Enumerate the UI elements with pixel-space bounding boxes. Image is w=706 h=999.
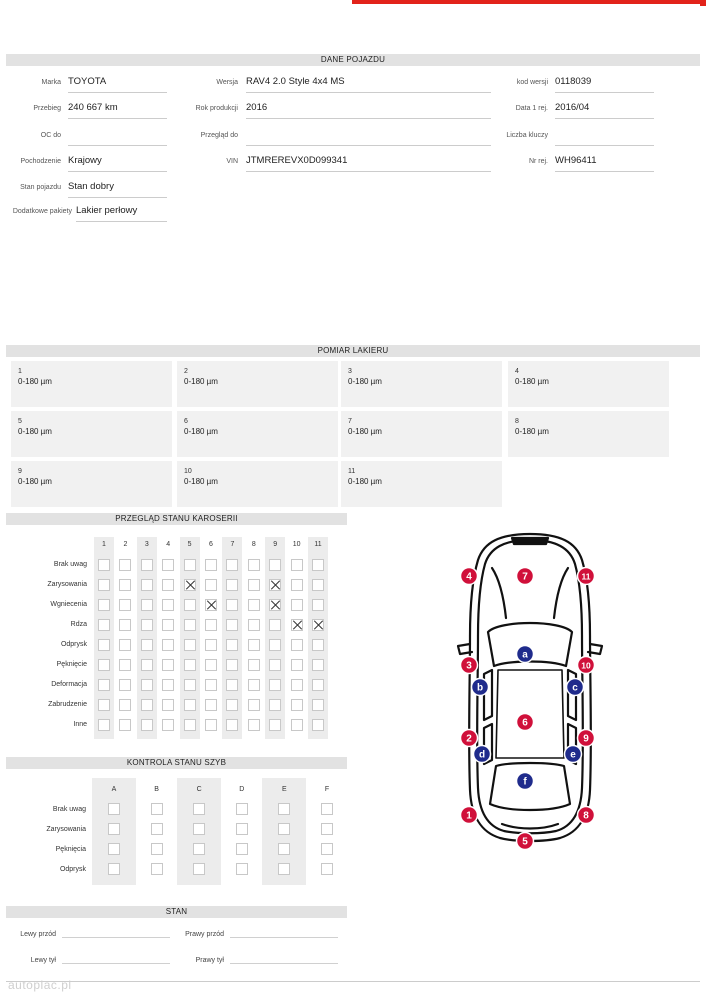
body-checkbox[interactable]	[269, 559, 281, 571]
body-checkbox[interactable]	[162, 659, 174, 671]
watermark: autoplac.pl	[8, 978, 72, 992]
body-checkbox[interactable]	[98, 699, 110, 711]
data-rej-label: Data 1 rej.	[515, 105, 548, 112]
vin-label: VIN	[226, 158, 238, 165]
paint-range: 0-180 µm	[18, 427, 52, 436]
body-checkbox[interactable]	[226, 599, 238, 611]
body-checkbox[interactable]	[205, 659, 217, 671]
nr-rej-value: WH96411	[555, 155, 654, 172]
body-checkbox[interactable]	[312, 679, 324, 691]
glass-checkbox[interactable]	[321, 843, 333, 855]
body-row-label: Zarysowania	[47, 581, 87, 588]
body-checkbox[interactable]	[248, 679, 260, 691]
marker-label: 3	[466, 660, 472, 672]
body-checkbox[interactable]	[141, 699, 153, 711]
paint-number: 8	[515, 418, 519, 425]
body-checkbox[interactable]	[248, 719, 260, 731]
body-checkbox[interactable]	[291, 639, 303, 651]
dodatkowe-pakiety-label: Dodatkowe pakiety	[12, 208, 72, 215]
left-front-line	[62, 937, 170, 938]
body-checkbox[interactable]	[248, 659, 260, 671]
paint-box	[11, 461, 172, 507]
top-accent-bar	[352, 0, 700, 4]
marker-label: 8	[583, 810, 589, 822]
glass-column-header: D	[239, 786, 245, 793]
marker-label: 1	[466, 810, 472, 822]
paint-number: 4	[515, 368, 519, 375]
paint-range: 0-180 µm	[18, 377, 52, 386]
diagram-marker	[517, 833, 534, 850]
glass-checkbox[interactable]	[236, 843, 248, 855]
diagram-marker	[567, 679, 584, 696]
body-checkbox[interactable]	[291, 579, 303, 591]
pochodzenie-value: Krajowy	[68, 155, 167, 172]
body-checkbox[interactable]	[98, 579, 110, 591]
glass-column-header: B	[154, 786, 159, 793]
body-checkbox[interactable]	[162, 719, 174, 731]
marker-label: 7	[522, 571, 528, 583]
body-checkbox[interactable]	[312, 579, 324, 591]
body-checkbox[interactable]	[226, 679, 238, 691]
glass-checkbox[interactable]	[236, 823, 248, 835]
oc-do-label: OC do	[40, 132, 61, 139]
body-checkbox[interactable]	[291, 619, 303, 631]
liczba-kluczy-label: Liczba kluczy	[506, 132, 548, 139]
paint-box	[11, 411, 172, 457]
marker-label: a	[522, 649, 528, 661]
body-checkbox[interactable]	[312, 599, 324, 611]
glass-checkbox[interactable]	[321, 823, 333, 835]
body-row-label: Pęknięcie	[56, 661, 87, 668]
body-checkbox[interactable]	[98, 599, 110, 611]
body-checkbox[interactable]	[226, 619, 238, 631]
diagram-marker	[517, 773, 534, 790]
body-checkbox[interactable]	[98, 659, 110, 671]
marker-label: e	[570, 749, 576, 761]
paint-number: 11	[348, 468, 356, 475]
marka-label: Marka	[41, 79, 61, 86]
body-checkbox[interactable]	[119, 579, 131, 591]
diagram-marker	[578, 568, 595, 585]
body-column-header: 7	[230, 541, 235, 548]
marker-label: c	[572, 682, 578, 694]
body-checkbox[interactable]	[184, 579, 196, 591]
body-checkbox[interactable]	[98, 679, 110, 691]
glass-row-label: Brak uwag	[52, 806, 86, 813]
glass-check-section-header: KONTROLA STANU SZYB	[6, 757, 347, 769]
body-checkbox[interactable]	[205, 579, 217, 591]
pochodzenie-label: Pochodzenie	[20, 158, 61, 165]
body-checkbox[interactable]	[248, 699, 260, 711]
body-checkbox[interactable]	[162, 559, 174, 571]
left-rear-label: Lewy tył	[30, 957, 56, 964]
tires-section-header: STAN	[6, 906, 347, 918]
diagram-marker	[517, 568, 534, 585]
body-checkbox[interactable]	[141, 659, 153, 671]
body-checkbox[interactable]	[119, 719, 131, 731]
diagram-marker	[461, 657, 478, 674]
body-checkbox[interactable]	[291, 719, 303, 731]
glass-row-label: Odprysk	[59, 866, 86, 873]
body-checkbox[interactable]	[162, 599, 174, 611]
glass-checkbox[interactable]	[108, 863, 120, 875]
body-checkbox[interactable]	[141, 559, 153, 571]
kod-wersji-label: kod wersji	[516, 79, 548, 86]
przebieg-label: Przebieg	[33, 105, 61, 112]
body-checkbox[interactable]	[312, 659, 324, 671]
body-checkbox[interactable]	[269, 659, 281, 671]
body-row-label: Deformacja	[51, 681, 87, 688]
front-grille	[512, 538, 548, 544]
paint-range: 0-180 µm	[18, 477, 52, 486]
body-checkbox[interactable]	[184, 559, 196, 571]
body-column-header: 1	[102, 541, 106, 548]
paint-range: 0-180 µm	[515, 377, 549, 386]
glass-checkbox[interactable]	[193, 863, 205, 875]
marker-label: f	[523, 776, 527, 788]
body-checkbox[interactable]	[119, 619, 131, 631]
paint-box	[341, 411, 502, 457]
body-checkbox[interactable]	[291, 659, 303, 671]
body-checkbox[interactable]	[248, 579, 260, 591]
marker-label: 5	[522, 836, 528, 848]
glass-checkbox[interactable]	[151, 823, 163, 835]
paint-box	[177, 361, 338, 407]
body-checkbox[interactable]	[184, 619, 196, 631]
kod-wersji-value: 0118039	[555, 76, 654, 93]
right-front-label: Prawy przód	[185, 931, 224, 938]
stan-pojazdu-value: Stan dobry	[68, 181, 167, 198]
body-row-label: Odprysk	[60, 641, 87, 648]
marka-value: TOYOTA	[68, 76, 167, 93]
glass-checkbox[interactable]	[108, 803, 120, 815]
body-checkbox[interactable]	[269, 639, 281, 651]
marker-label: 6	[522, 717, 528, 729]
glass-row-label: Pęknięcia	[55, 846, 86, 853]
right-rear-line	[230, 963, 338, 964]
body-checkbox[interactable]	[141, 719, 153, 731]
body-checkbox[interactable]	[119, 679, 131, 691]
body-column-header: 4	[166, 541, 171, 548]
body-checkbox[interactable]	[312, 559, 324, 571]
paint-range: 0-180 µm	[515, 427, 549, 436]
side-window-left-front	[484, 670, 492, 720]
marker-label: 4	[466, 571, 472, 583]
body-checkbox[interactable]	[141, 619, 153, 631]
body-checkbox[interactable]	[269, 679, 281, 691]
body-checkbox[interactable]	[226, 639, 238, 651]
paint-number: 9	[18, 468, 22, 475]
glass-checkbox[interactable]	[151, 863, 163, 875]
glass-row-label: Zarysowania	[46, 826, 86, 833]
body-checkbox[interactable]	[184, 719, 196, 731]
body-checkbox[interactable]	[98, 559, 110, 571]
marker-label: 9	[583, 733, 589, 745]
diagram-marker	[461, 807, 478, 824]
body-checkbox[interactable]	[248, 639, 260, 651]
body-checkbox[interactable]	[269, 599, 281, 611]
body-checkbox[interactable]	[98, 719, 110, 731]
body-column-header: 2	[123, 541, 128, 548]
body-checkbox[interactable]	[312, 719, 324, 731]
paint-range: 0-180 µm	[348, 427, 382, 436]
glass-checkbox[interactable]	[278, 823, 290, 835]
body-checkbox[interactable]	[184, 679, 196, 691]
paint-number: 6	[184, 418, 188, 425]
body-checkbox[interactable]	[162, 679, 174, 691]
glass-checkbox[interactable]	[278, 843, 290, 855]
paint-number: 1	[18, 368, 22, 375]
paint-range: 0-180 µm	[184, 477, 218, 486]
body-column-header: 9	[273, 541, 278, 548]
body-checkbox[interactable]	[162, 579, 174, 591]
paint-number: 3	[348, 368, 352, 375]
left-rear-line	[62, 963, 170, 964]
glass-checkbox[interactable]	[108, 823, 120, 835]
diagram-marker	[517, 646, 534, 663]
paint-box	[508, 411, 669, 457]
stan-pojazdu-label: Stan pojazdu	[20, 184, 61, 191]
body-checkbox[interactable]	[141, 639, 153, 651]
paint-box	[341, 361, 502, 407]
diagram-marker	[578, 807, 595, 824]
dodatkowe-pakiety-value: Lakier perłowy	[76, 205, 167, 222]
paint-number: 7	[348, 418, 352, 425]
diagram-marker	[578, 657, 595, 674]
przeglad-do-value	[246, 129, 491, 146]
body-checkbox[interactable]	[205, 679, 217, 691]
roof	[496, 670, 564, 758]
body-checkbox[interactable]	[291, 679, 303, 691]
body-row-label: Wgniecenia	[50, 601, 87, 608]
glass-checkbox[interactable]	[193, 823, 205, 835]
body-checkbox[interactable]	[98, 639, 110, 651]
paint-number: 10	[184, 468, 192, 475]
right-front-line	[230, 937, 338, 938]
body-checkbox[interactable]	[141, 579, 153, 591]
body-checkbox[interactable]	[119, 559, 131, 571]
marker-label: b	[476, 682, 484, 694]
diagram-marker	[461, 568, 478, 585]
body-checkbox[interactable]	[205, 619, 217, 631]
body-checkbox[interactable]	[98, 619, 110, 631]
glass-checkbox[interactable]	[151, 843, 163, 855]
przeglad-do-label: Przegląd do	[200, 132, 238, 139]
rok-produkcji-value: 2016	[246, 102, 491, 119]
marker-label: 2	[466, 733, 472, 745]
glass-checkbox[interactable]	[151, 803, 163, 815]
body-checkbox[interactable]	[248, 619, 260, 631]
hood-line	[492, 568, 506, 618]
diagram-marker	[565, 746, 582, 763]
glass-checkbox[interactable]	[321, 803, 333, 815]
body-checkbox[interactable]	[291, 559, 303, 571]
paint-box	[11, 361, 172, 407]
body-checkbox[interactable]	[291, 599, 303, 611]
glass-checkbox[interactable]	[236, 863, 248, 875]
body-checkbox[interactable]	[119, 699, 131, 711]
body-checkbox[interactable]	[291, 699, 303, 711]
body-checkbox[interactable]	[312, 639, 324, 651]
data-rej-value: 2016/04	[555, 102, 654, 119]
body-checkbox[interactable]	[205, 639, 217, 651]
body-checkbox[interactable]	[162, 699, 174, 711]
wersja-label: Wersja	[216, 79, 238, 86]
paint-number: 5	[18, 418, 22, 425]
paint-range: 0-180 µm	[184, 427, 218, 436]
paint-box	[177, 411, 338, 457]
paint-number: 2	[184, 368, 188, 375]
body-column-header: 10	[292, 541, 301, 548]
body-column-header: 6	[209, 541, 213, 548]
oc-do-value	[68, 129, 167, 146]
body-column-header: 8	[251, 541, 256, 548]
right-rear-label: Prawy tył	[195, 957, 224, 964]
nr-rej-label: Nr rej.	[528, 158, 548, 165]
diagram-marker	[517, 714, 534, 731]
marker-label: d	[478, 749, 486, 761]
body-checkbox[interactable]	[312, 619, 324, 631]
diagram-marker	[474, 746, 491, 763]
diagram-marker	[461, 730, 478, 747]
body-column-header: 5	[187, 541, 192, 548]
przebieg-value: 240 667 km	[68, 102, 167, 119]
body-checkbox[interactable]	[312, 699, 324, 711]
body-checkbox[interactable]	[141, 599, 153, 611]
top-accent-corner	[700, 0, 706, 6]
body-check-section-header: PRZEGLĄD STANU KAROSERII	[6, 513, 347, 525]
left-front-label: Lewy przód	[20, 931, 56, 938]
body-checkbox[interactable]	[248, 559, 260, 571]
body-checkbox[interactable]	[184, 599, 196, 611]
body-checkbox[interactable]	[226, 559, 238, 571]
glass-checkbox[interactable]	[278, 863, 290, 875]
body-checkbox[interactable]	[162, 619, 174, 631]
glass-checkbox[interactable]	[278, 803, 290, 815]
body-checkbox[interactable]	[205, 559, 217, 571]
glass-checkbox[interactable]	[108, 843, 120, 855]
body-checkbox[interactable]	[226, 659, 238, 671]
body-checkbox[interactable]	[184, 699, 196, 711]
glass-column-header: E	[282, 786, 287, 793]
body-checkbox[interactable]	[162, 639, 174, 651]
hood-line	[554, 568, 568, 618]
diagram-marker	[472, 679, 489, 696]
body-checkbox[interactable]	[269, 699, 281, 711]
body-checkbox[interactable]	[269, 719, 281, 731]
glass-checkbox[interactable]	[193, 803, 205, 815]
paint-box	[508, 361, 669, 407]
body-checkbox[interactable]	[205, 719, 217, 731]
rear-bumper	[502, 824, 558, 829]
glass-column-header: F	[324, 786, 330, 793]
body-row-label: Brak uwag	[53, 561, 87, 568]
car-diagram	[440, 520, 620, 860]
paint-box	[177, 461, 338, 507]
body-checkbox[interactable]	[269, 619, 281, 631]
body-checkbox[interactable]	[141, 679, 153, 691]
body-checkbox[interactable]	[248, 599, 260, 611]
body-checkbox[interactable]	[205, 599, 217, 611]
body-checkbox[interactable]	[226, 579, 238, 591]
marker-label: 10	[581, 660, 591, 671]
body-checkbox[interactable]	[226, 719, 238, 731]
paint-section-header: POMIAR LAKIERU	[6, 345, 700, 357]
diagram-marker	[578, 730, 595, 747]
glass-column-header: C	[196, 786, 202, 793]
vehicle-section-header: DANE POJAZDU	[6, 54, 700, 66]
paint-range: 0-180 µm	[348, 377, 382, 386]
glass-checkbox[interactable]	[321, 863, 333, 875]
body-checkbox[interactable]	[205, 699, 217, 711]
vin-value: JTMREREVX0D099341	[246, 155, 491, 172]
body-checkbox[interactable]	[119, 599, 131, 611]
body-column-header: 3	[144, 541, 149, 548]
paint-box	[341, 461, 502, 507]
body-row-label: Inne	[73, 721, 87, 728]
body-checkbox[interactable]	[184, 639, 196, 651]
glass-column-header: A	[111, 786, 117, 793]
body-checkbox[interactable]	[269, 579, 281, 591]
body-checkbox[interactable]	[226, 699, 238, 711]
glass-checkbox[interactable]	[193, 843, 205, 855]
body-row-label: Rdza	[70, 621, 87, 628]
paint-range: 0-180 µm	[348, 477, 382, 486]
body-row-label: Zabrudzenie	[48, 701, 87, 708]
body-checkbox[interactable]	[184, 659, 196, 671]
liczba-kluczy-value	[555, 129, 654, 146]
body-checkbox[interactable]	[119, 639, 131, 651]
glass-checkbox[interactable]	[236, 803, 248, 815]
body-checkbox[interactable]	[119, 659, 131, 671]
paint-range: 0-180 µm	[184, 377, 218, 386]
wersja-value: RAV4 2.0 Style 4x4 MS	[246, 76, 491, 93]
footer-line	[6, 981, 700, 982]
body-column-header: 11	[314, 541, 322, 548]
marker-label: 11	[581, 571, 591, 582]
rok-produkcji-label: Rok produkcji	[195, 105, 238, 112]
